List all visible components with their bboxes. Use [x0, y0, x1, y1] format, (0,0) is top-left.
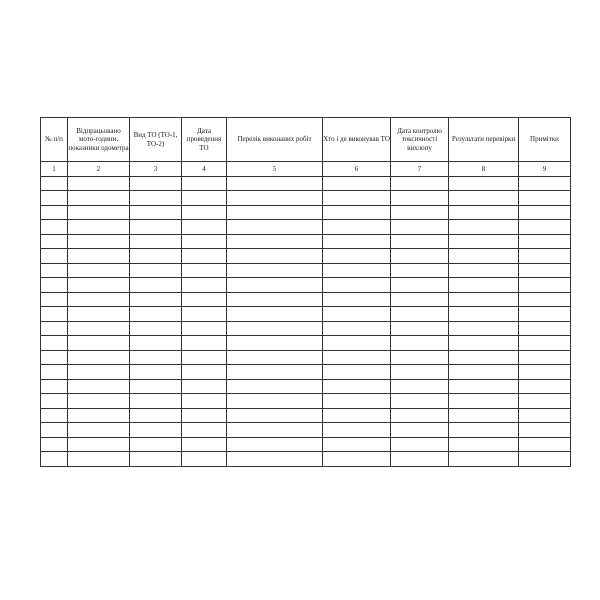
table-cell [519, 220, 571, 235]
table-row [41, 191, 571, 206]
table-cell [449, 191, 519, 206]
table-cell [41, 234, 68, 249]
column-header-notes: Примітки [519, 118, 571, 162]
table-row [41, 423, 571, 438]
table-cell [391, 379, 449, 394]
table-cell [519, 176, 571, 191]
column-number: 1 [41, 162, 68, 177]
table-cell [323, 292, 391, 307]
table-cell [182, 350, 227, 365]
table-cell [130, 191, 182, 206]
header-row [41, 118, 571, 162]
table-cell [182, 379, 227, 394]
table-cell [227, 452, 323, 467]
table-cell [227, 336, 323, 351]
table-row [41, 336, 571, 351]
table-cell [391, 394, 449, 409]
table-cell [519, 452, 571, 467]
table-cell [41, 307, 68, 322]
column-number: 5 [227, 162, 323, 177]
table-cell [391, 278, 449, 293]
column-number: 9 [519, 162, 571, 177]
table-cell [519, 249, 571, 264]
table-cell [449, 379, 519, 394]
table-cell [41, 278, 68, 293]
column-header-number: № п/п [41, 118, 68, 162]
table-cell [130, 249, 182, 264]
table-cell [519, 394, 571, 409]
table-cell [391, 234, 449, 249]
table-cell [323, 379, 391, 394]
table-cell [68, 307, 130, 322]
table-cell [323, 321, 391, 336]
table-cell [449, 263, 519, 278]
table-cell [519, 292, 571, 307]
column-number: 3 [130, 162, 182, 177]
column-number: 7 [391, 162, 449, 177]
table-cell [130, 379, 182, 394]
table-row [41, 437, 571, 452]
column-header-performer: Хто і де виконував ТО [323, 118, 391, 162]
table-cell [68, 408, 130, 423]
table-cell [130, 278, 182, 293]
table-row [41, 176, 571, 191]
table-cell [227, 350, 323, 365]
table-cell [449, 176, 519, 191]
table-cell [449, 321, 519, 336]
table-cell [391, 321, 449, 336]
table-cell [130, 292, 182, 307]
table-cell [449, 234, 519, 249]
table-cell [227, 292, 323, 307]
table-cell [519, 365, 571, 380]
column-header-service-type: Вид ТО (ТО-1, ТО-2) [130, 118, 182, 162]
table-cell [323, 205, 391, 220]
table-row [41, 263, 571, 278]
table-cell [391, 437, 449, 452]
table-cell [130, 321, 182, 336]
table-cell [449, 307, 519, 322]
table-cell [449, 249, 519, 264]
table-cell [130, 176, 182, 191]
table-cell [41, 452, 68, 467]
maintenance-log-table [40, 117, 571, 467]
column-header-toxicity-date: Дата контролю токсичності вихлопу [391, 118, 449, 162]
table-cell [323, 365, 391, 380]
table-cell [519, 321, 571, 336]
table-cell [519, 278, 571, 293]
table-cell [130, 394, 182, 409]
table-cell [323, 307, 391, 322]
table-cell [391, 263, 449, 278]
table-cell [41, 379, 68, 394]
table-cell [519, 191, 571, 206]
table-cell [519, 408, 571, 423]
table-cell [182, 205, 227, 220]
table-cell [323, 263, 391, 278]
table-cell [323, 278, 391, 293]
table-cell [519, 350, 571, 365]
table-row [41, 379, 571, 394]
table-cell [449, 408, 519, 423]
table-cell [130, 205, 182, 220]
table-cell [323, 423, 391, 438]
table-cell [41, 321, 68, 336]
table-cell [68, 263, 130, 278]
table-cell [41, 249, 68, 264]
table-cell [130, 437, 182, 452]
table-row [41, 408, 571, 423]
table-cell [68, 423, 130, 438]
table-cell [68, 176, 130, 191]
table-cell [68, 220, 130, 235]
table-cell [391, 249, 449, 264]
table-cell [391, 365, 449, 380]
table-cell [519, 379, 571, 394]
table-cell [41, 365, 68, 380]
table-cell [182, 307, 227, 322]
column-header-hours: Відпрацьовано мото-години, показники одометра [68, 118, 130, 162]
table-row [41, 278, 571, 293]
table-cell [130, 452, 182, 467]
column-header-service-date: Дата проведення ТО [182, 118, 227, 162]
table-cell [449, 220, 519, 235]
table-cell [182, 365, 227, 380]
table-cell [323, 437, 391, 452]
table-cell [323, 408, 391, 423]
table-cell [182, 394, 227, 409]
table-cell [391, 452, 449, 467]
table-cell [391, 350, 449, 365]
table-cell [391, 292, 449, 307]
table-cell [130, 423, 182, 438]
table-cell [182, 336, 227, 351]
table-row [41, 394, 571, 409]
table-cell [182, 249, 227, 264]
table-cell [227, 263, 323, 278]
table-cell [323, 191, 391, 206]
table-cell [182, 176, 227, 191]
table-cell [519, 205, 571, 220]
table-cell [519, 234, 571, 249]
table-cell [391, 220, 449, 235]
table-cell [182, 263, 227, 278]
table-cell [41, 350, 68, 365]
column-number: 8 [449, 162, 519, 177]
table-row [41, 292, 571, 307]
table-cell [68, 278, 130, 293]
table-cell [391, 176, 449, 191]
column-header-works-list: Перелік виконаних робіт [227, 118, 323, 162]
table-cell [519, 263, 571, 278]
table-cell [41, 336, 68, 351]
table-cell [519, 307, 571, 322]
table-cell [227, 321, 323, 336]
table-cell [227, 278, 323, 293]
column-number-row [41, 162, 571, 177]
table-cell [41, 220, 68, 235]
table-cell [68, 205, 130, 220]
table-cell [182, 220, 227, 235]
table-cell [227, 307, 323, 322]
table-cell [227, 408, 323, 423]
table-cell [68, 234, 130, 249]
table-cell [68, 437, 130, 452]
table-cell [449, 423, 519, 438]
column-header-results: Результати перевірки [449, 118, 519, 162]
table-cell [323, 350, 391, 365]
table-cell [41, 191, 68, 206]
table-cell [130, 234, 182, 249]
table-cell [449, 205, 519, 220]
table-cell [68, 191, 130, 206]
table-cell [449, 292, 519, 307]
table-row [41, 452, 571, 467]
service-log-form [40, 117, 570, 467]
table-cell [323, 336, 391, 351]
table-cell [130, 336, 182, 351]
table-cell [182, 321, 227, 336]
table-cell [41, 176, 68, 191]
table-cell [323, 452, 391, 467]
table-cell [227, 220, 323, 235]
table-cell [323, 176, 391, 191]
table-cell [182, 292, 227, 307]
table-cell [391, 307, 449, 322]
table-cell [227, 394, 323, 409]
table-cell [519, 336, 571, 351]
table-cell [68, 249, 130, 264]
table-cell [68, 292, 130, 307]
table-cell [323, 234, 391, 249]
table-cell [227, 205, 323, 220]
table-cell [130, 220, 182, 235]
table-cell [182, 408, 227, 423]
table-row [41, 365, 571, 380]
column-number: 6 [323, 162, 391, 177]
table-cell [68, 394, 130, 409]
table-cell [182, 452, 227, 467]
table-cell [449, 452, 519, 467]
table-cell [449, 350, 519, 365]
table-cell [41, 292, 68, 307]
table-cell [227, 379, 323, 394]
table-cell [130, 263, 182, 278]
table-cell [41, 408, 68, 423]
table-cell [130, 365, 182, 380]
table-cell [68, 336, 130, 351]
table-cell [519, 423, 571, 438]
table-cell [130, 350, 182, 365]
table-cell [68, 379, 130, 394]
table-cell [449, 437, 519, 452]
table-cell [391, 423, 449, 438]
table-cell [391, 205, 449, 220]
table-cell [41, 423, 68, 438]
table-cell [182, 234, 227, 249]
table-row [41, 234, 571, 249]
table-cell [68, 321, 130, 336]
table-cell [449, 336, 519, 351]
column-number: 2 [68, 162, 130, 177]
table-row [41, 249, 571, 264]
table-cell [68, 350, 130, 365]
table-cell [449, 365, 519, 380]
table-cell [182, 278, 227, 293]
table-cell [449, 394, 519, 409]
table-cell [130, 307, 182, 322]
table-cell [41, 205, 68, 220]
table-cell [323, 220, 391, 235]
table-row [41, 307, 571, 322]
table-cell [41, 437, 68, 452]
table-cell [391, 191, 449, 206]
table-cell [391, 336, 449, 351]
table-cell [227, 249, 323, 264]
table-row [41, 220, 571, 235]
table-cell [323, 394, 391, 409]
column-number: 4 [182, 162, 227, 177]
table-cell [391, 408, 449, 423]
table-cell [41, 263, 68, 278]
table-cell [182, 437, 227, 452]
table-row [41, 321, 571, 336]
table-row [41, 205, 571, 220]
table-cell [227, 191, 323, 206]
table-cell [227, 437, 323, 452]
table-cell [227, 423, 323, 438]
table-row [41, 350, 571, 365]
table-cell [449, 278, 519, 293]
table-cell [227, 234, 323, 249]
table-cell [227, 365, 323, 380]
table-cell [41, 394, 68, 409]
table-cell [182, 191, 227, 206]
table-cell [323, 249, 391, 264]
table-cell [68, 452, 130, 467]
table-cell [182, 423, 227, 438]
table-cell [68, 365, 130, 380]
table-cell [519, 437, 571, 452]
table-cell [130, 408, 182, 423]
table-cell [227, 176, 323, 191]
